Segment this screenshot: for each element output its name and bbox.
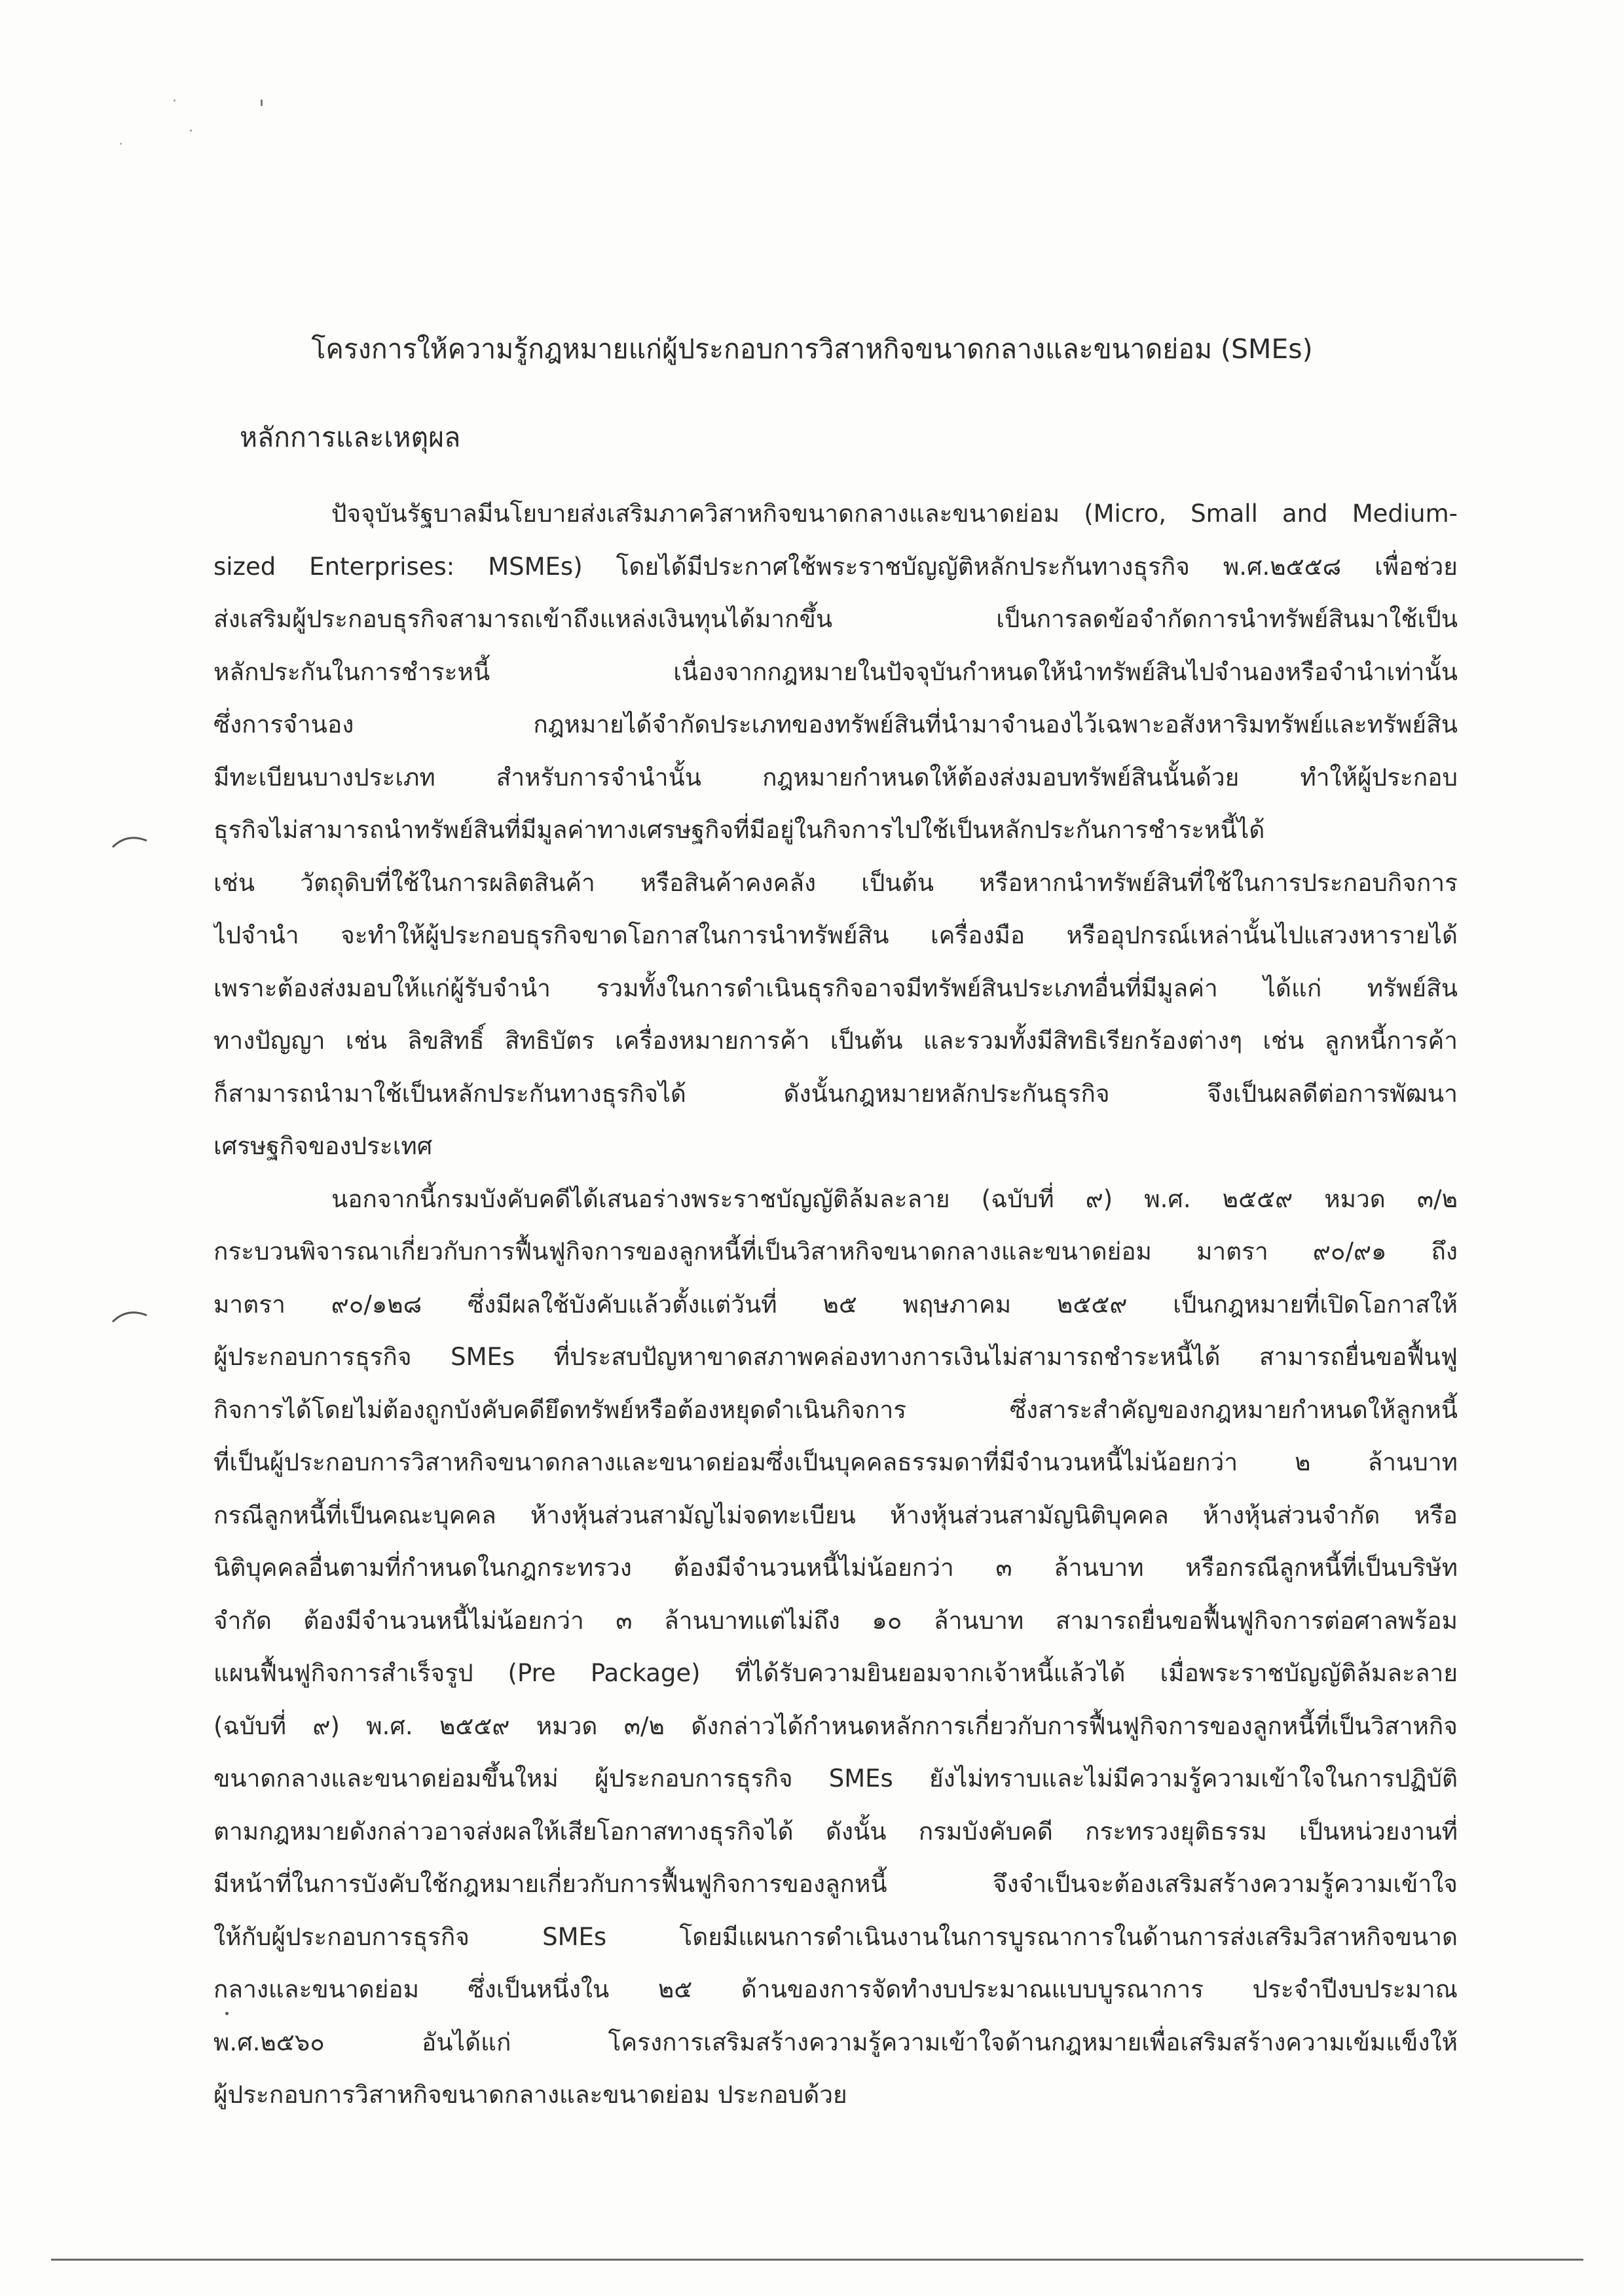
hole-punch-mark — [110, 1306, 149, 1326]
paragraph-line: ธุรกิจไม่สามารถนำทรัพย์สินที่มีมูลค่าทางเศรษฐกิจที่มีอยู่ในกิจการไปใช้เป็นหลักประกันการชำระหนี้ได้ — [213, 816, 1265, 844]
paragraph-line: ปัจจุบันรัฐบาลมีนโยบายส่งเสริมภาควิสาหกิจขนาดกลางและขนาดย่อม (Micro, Small and Medium- — [331, 500, 1458, 528]
paragraph-line: กรณีลูกหนี้ที่เป็นคณะบุคคล ห้างหุ้นส่วนสามัญไม่จดทะเบียน ห้างหุ้นส่วนสามัญนิติบุคคล ห้างหุ้นส่วนจำกัด หรือ — [213, 1501, 1458, 1529]
paragraph-line: ผู้ประกอบการวิสาหกิจขนาดกลางและขนาดย่อม ประกอบด้วย — [213, 2081, 847, 2109]
paragraph-line: ส่งเสริมผู้ประกอบธุรกิจสามารถเข้าถึงแหล่งเงินทุนได้มากขึ้น เป็นการลดข้อจำกัดการนำทรัพย์สินมาใช้เป็น — [213, 605, 1458, 633]
paragraph-line: ตามกฎหมายดังกล่าวอาจส่งผลให้เสียโอกาสทางธุรกิจได้ ดังนั้น กรมบังคับคดี กระทรวงยุติธรรม เป็นหน่วยงานที่ — [213, 1817, 1458, 1846]
paragraph-line: หลักประกันในการชำระหนี้ เนื่องจากกฎหมายในปัจจุบันกำหนดให้นำทรัพย์สินไปจำนองหรือจำนำเท่านั้น — [213, 657, 1458, 686]
paragraph-line: ขนาดกลางและขนาดย่อมขึ้นใหม่ ผู้ประกอบการธุรกิจ SMEs ยังไม่ทราบและไม่มีความรู้ความเข้าใจในการปฏิบัติ — [213, 1764, 1458, 1793]
document-title: โครงการให้ความรู้กฎหมายแก่ผู้ประกอบการวิสาหกิจขนาดกลางและขนาดย่อม (SMEs) — [311, 333, 1313, 365]
paragraph-line: เศรษฐกิจของประเทศ — [213, 1132, 433, 1160]
paragraph-line: ให้กับผู้ประกอบการธุรกิจ SMEs โดยมีแผนการดำเนินงานในการบูรณาการในด้านการส่งเสริมวิสาหกิจขนาด — [213, 1922, 1458, 1951]
paragraph-line: กลางและขนาดย่อม ซึ่งเป็นหนึ่งใน ๒๕ ด้านของการจัดทำงบประมาณแบบบูรณาการ ประจำปีงบประมาณ — [213, 1975, 1458, 2003]
hole-punch-mark — [110, 831, 149, 851]
paragraph-line: มาตรา ๙๐/๑๒๘ ซึ่งมีผลใช้บังคับแล้วตั้งแต่วันที่ ๒๕ พฤษภาคม ๒๕๕๙ เป็นกฎหมายที่เปิดโอกาสให้ — [213, 1290, 1458, 1319]
paragraph-line: ทางปัญญา เช่น ลิขสิทธิ์ สิทธิบัตร เครื่องหมายการค้า เป็นต้น และรวมทั้งมีสิทธิเรียกร้องต่างๆ เช่น ลูกหนี้การค้า — [213, 1027, 1458, 1055]
scan-speck — [174, 100, 175, 101]
paragraph-line: แผนฟื้นฟูกิจการสำเร็จรูป (Pre Package) ที่ได้รับความยินยอมจากเจ้าหนี้แล้วได้ เมื่อพระราชบัญญัติล้มละลาย — [213, 1659, 1458, 1687]
paragraph-line: ซึ่งการจำนอง กฎหมายได้จำกัดประเภทของทรัพย์สินที่นำมาจำนองไว้เฉพาะอสังหาริมทรัพย์และทรัพย์สิน — [213, 710, 1458, 738]
scan-speck — [190, 130, 192, 132]
paragraph-line: จำกัด ต้องมีจำนวนหนี้ไม่น้อยกว่า ๓ ล้านบาทแต่ไม่ถึง ๑๐ ล้านบาท สามารถยื่นขอฟื้นฟูกิจการต่อศาลพร้อม — [213, 1606, 1458, 1635]
paragraph-line: sized Enterprises: MSMEs) โดยได้มีประกาศใช้พระราชบัญญัติหลักประกันทางธุรกิจ พ.ศ.๒๕๕๘ เพื่อช่วย — [213, 552, 1458, 581]
section-heading: หลักการและเหตุผล — [240, 422, 461, 453]
paragraph-line: มีหน้าที่ในการบังคับใช้กฎหมายเกี่ยวกับการฟื้นฟูกิจการของลูกหนี้ จึงจำเป็นจะต้องเสริมสร้างความรู้ความเข้าใจ — [213, 1870, 1458, 1898]
paragraph-line: เช่น วัตถุดิบที่ใช้ในการผลิตสินค้า หรือสินค้าคงคลัง เป็นต้น หรือหากนำทรัพย์สินที่ใช้ในการประกอบกิจการ — [213, 868, 1458, 897]
paragraph-line: มีทะเบียนบางประเภท สำหรับการจำนำนั้น กฎหมายกำหนดให้ต้องส่งมอบทรัพย์สินนั้นด้วย ทำให้ผู้ประกอบ — [213, 763, 1458, 792]
paragraph-line: นิติบุคคลอื่นตามที่กำหนดในกฎกระทรวง ต้องมีจำนวนหนี้ไม่น้อยกว่า ๓ ล้านบาท หรือกรณีลูกหนี้ที่เป็นบริษัท — [213, 1554, 1458, 1582]
scan-speck — [261, 100, 263, 106]
paragraph-line: นอกจากนี้กรมบังคับคดีได้เสนอร่างพระราชบัญญัติล้มละลาย (ฉบับที่ ๙) พ.ศ. ๒๕๕๙ หมวด ๓/๒ — [331, 1184, 1458, 1213]
scan-speck — [120, 143, 122, 145]
paragraph-line: ที่เป็นผู้ประกอบการวิสาหกิจขนาดกลางและขนาดย่อมซึ่งเป็นบุคคลธรรมดาที่มีจำนวนหนี้ไม่น้อยกว่า ๒ ล้านบาท — [213, 1448, 1458, 1476]
paragraph-line: ก็สามารถนำมาใช้เป็นหลักประกันทางธุรกิจได้ ดังนั้นกฎหมายหลักประกันธุรกิจ จึงเป็นผลดีต่อการพัฒนา — [213, 1079, 1458, 1108]
paragraph-line: เพราะต้องส่งมอบให้แก่ผู้รับจำนำ รวมทั้งในการดำเนินธุรกิจอาจมีทรัพย์สินประเภทอื่นที่มีมูลค่า ได้แก่ ทรัพย์สิน — [213, 974, 1458, 1002]
paragraph-line: กิจการได้โดยไม่ต้องถูกบังคับคดียึดทรัพย์หรือต้องหยุดดำเนินกิจการ ซึ่งสาระสำคัญของกฎหมายกำหนดให้ลูกหนี้ — [213, 1395, 1458, 1424]
page-bottom-rule — [51, 2259, 1583, 2261]
paragraph-line: (ฉบับที่ ๙) พ.ศ. ๒๕๕๙ หมวด ๓/๒ ดังกล่าวได้กำหนดหลักการเกี่ยวกับการฟื้นฟูกิจการของลูกหนี้ที่เป็นวิสาหกิจ — [213, 1711, 1458, 1740]
paragraph-line: พ.ศ.๒๕๖๐ อันได้แก่ โครงการเสริมสร้างความรู้ความเข้าใจด้านกฎหมายเพื่อเสริมสร้างความเข้มแข็งให้ — [213, 2028, 1458, 2056]
paragraph-line: กระบวนพิจารณาเกี่ยวกับการฟื้นฟูกิจการของลูกหนี้ที่เป็นวิสาหกิจขนาดกลางและขนาดย่อม มาตรา ๙๐/๙๑ ถึง — [213, 1237, 1458, 1266]
body-text — [213, 488, 1458, 2122]
paragraph-line: ไปจำนำ จะทำให้ผู้ประกอบธุรกิจขาดโอกาสในการนำทรัพย์สิน เครื่องมือ หรืออุปกรณ์เหล่านั้นไปแสวงหารายได้ — [213, 921, 1458, 949]
paragraph-line: ผู้ประกอบการธุรกิจ SMEs ที่ประสบปัญหาขาดสภาพคล่องทางการเงินไม่สามารถชำระหนี้ได้ สามารถยื่นขอฟื้นฟู — [213, 1343, 1458, 1371]
